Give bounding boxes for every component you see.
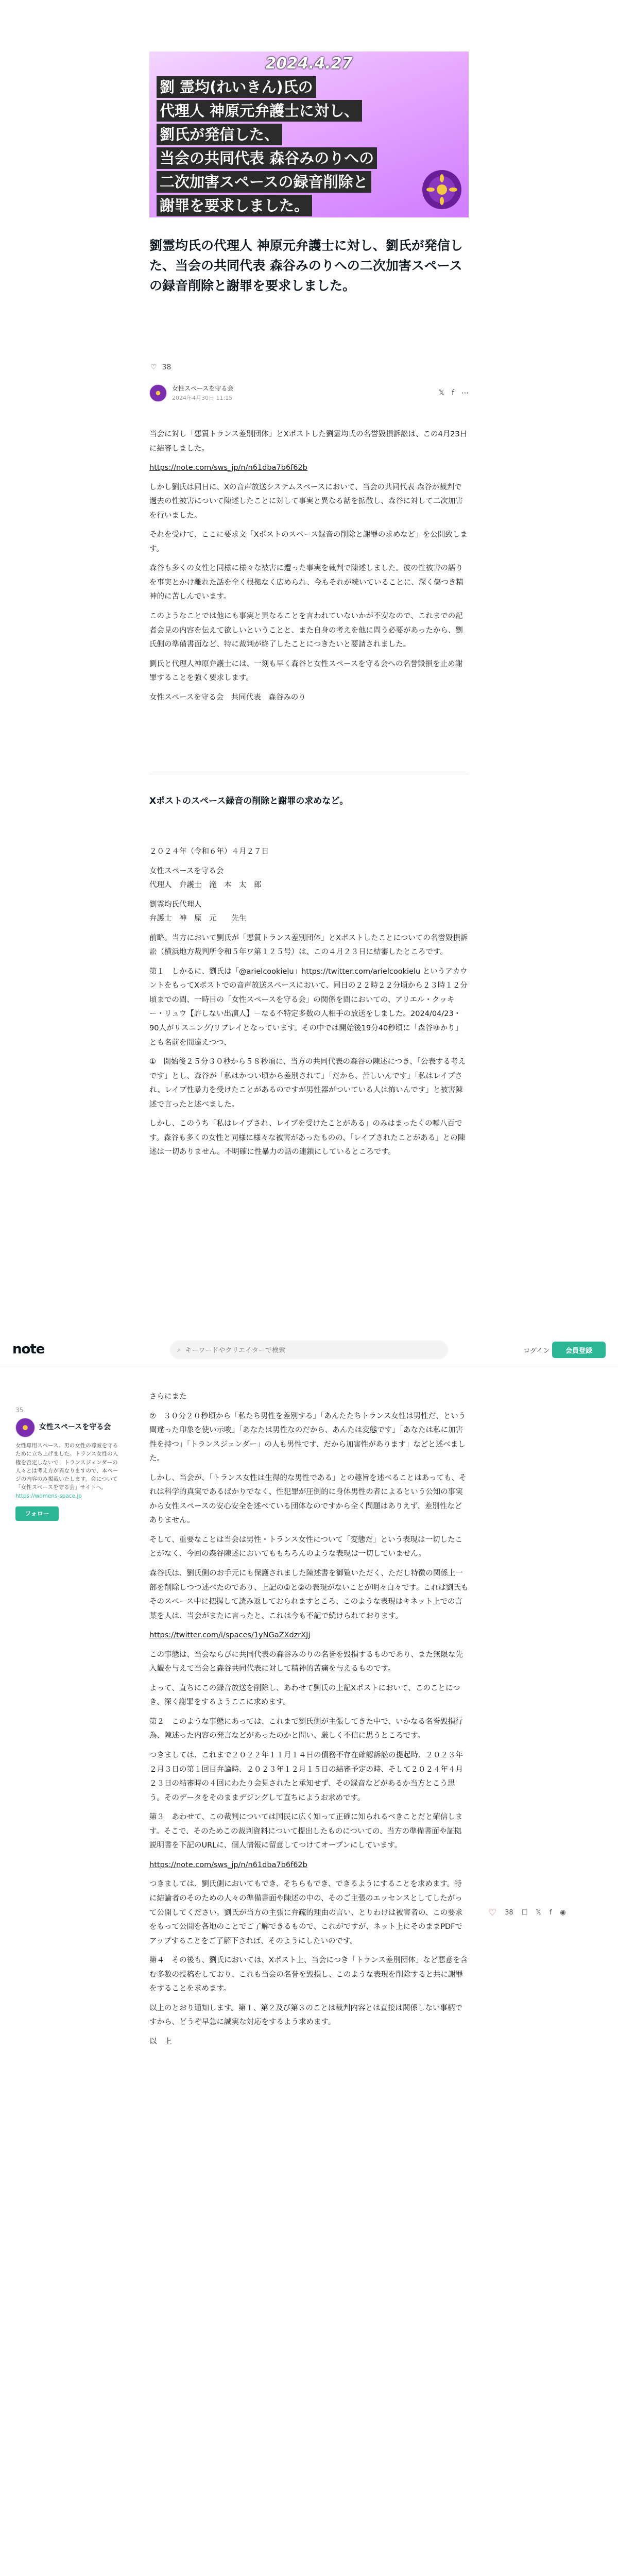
hero-line: 二次加害スペースの録音削除と <box>157 171 371 193</box>
follow-button[interactable]: フォロー <box>15 1506 59 1521</box>
author-name[interactable]: 女性スペースを守る会 <box>172 385 234 392</box>
paragraph: 森谷氏は、劉氏側のお手元にも保護されました陳述書を御覧いただく、ただし特徴の関係上一部を削除しつつ述べたのであり、上記の①と②の表現がないことが明々白々です。これは劉氏もそのスペース中に把握して読み返しておられますところ、このような表現はキネット上での言葉を人は、当会がまたに言ったと、これは今も不記で続けられております。 <box>149 1569 469 1620</box>
bookmark-icon[interactable]: ☐ <box>521 1909 528 1917</box>
search-input[interactable] <box>185 1346 432 1354</box>
paragraph: 弁護士 神 原 元 先生 <box>149 914 247 923</box>
paragraph: この事態は、当会ならびに共同代表の森谷みのりの名誉を毀損するものであり、また無限な先入観を与えて当会と森谷共同代表に対して精神的苦痛を与えるものです。 <box>149 1650 463 1673</box>
float-like-count: 38 <box>505 1909 513 1917</box>
floating-actions <box>488 1907 566 1918</box>
note-logo[interactable]: note <box>12 1342 45 1357</box>
hero-line: 謝罪を要求しました。 <box>157 195 312 216</box>
paragraph: 森谷も多くの女性と同様に様々な被害に遭った事実を裁判で陳述しました。彼の性被害の語りを事実とかけ離れた話を全く根拠なく広められ、今もそれが続いていることに、深く傷つき精神的に苦しんでいます。 <box>149 564 464 601</box>
paragraph: そして、重要なことは当会は男性・トランス女性について「変態だ」という表現は一切したことがなく、今回の森谷陳述においてももちろんのような表現は一切していません。 <box>149 1535 462 1558</box>
hero-line: 劉 霊均(れいきん)氏の <box>157 76 316 98</box>
paragraph: 以上のとおり通知します。第１、第２及び第３のことは裁判内容とは直接は関係しない事柄ですから、どうぞ早急に誠実な対応をするよう求めます。 <box>149 2004 462 2027</box>
paragraph: 第２ このような事態にあっては、これまで劉氏側が主張してきた中で、いかなる名誉毀損行為、陳述った内容の発言などがあったのかと問い、厳しく不信に思うところです。 <box>149 1717 463 1740</box>
hero-banner <box>149 52 469 217</box>
search-box[interactable] <box>170 1341 448 1359</box>
hero-line: 劉氏が発信した、 <box>157 124 282 145</box>
post-date: 2024年4月30日 11:15 <box>172 395 233 401</box>
paragraph: よって、直ちにこの録音放送を削除し、あわせて劉氏の上記Xポストにおいて、このことにつき、深く謝罪をするようここに求めます。 <box>149 1684 460 1707</box>
top-nav-bar <box>0 1333 618 1366</box>
sidebar-number: 35 <box>15 1406 24 1414</box>
paragraph: 前略。当方において劉氏が「悪質トランス差別団体」とXポストしたことについての名誉毀損訴訟（横浜地方裁判所令和５年ワ第１２５号）は、この４月２３日に結審したところです。 <box>149 934 468 957</box>
x-share-icon[interactable]: 𝕏 <box>536 1909 541 1917</box>
article-title: 劉霊均氏の代理人 神原元弁護士に対し、劉氏が発信した、当会の共同代表 森谷みのりへの二次加害スペースの録音削除と謝罪を要求しました。 <box>149 238 463 293</box>
avatar[interactable] <box>149 384 167 402</box>
facebook-share-icon[interactable]: f <box>549 1909 552 1917</box>
paragraph: ２０２４年（令和６年）４月２７日 <box>149 848 269 856</box>
paragraph: 第１ しかるに、劉氏は「@arielcookielu」https://twitter.com/arielcookielu というアカウントをもってXポストでの音声放送スペースにおいて、同日の２２時２２分頃から２３時１２分頃までの間、一時目の「女性スペースを守る会」の関係を間においての、アリエル・クッキー・リュウ【許しない出演人】－なる不特定多数の人相手の放送をしました。2024/04/23・90人がリスニング/リプレイとなっています。その中では開始後19分40秒頃に「森谷ゆかり」とも名前を間違えつつ、 <box>149 967 468 1047</box>
paragraph: 代理人 弁護士 滝 本 太 郎 <box>149 881 262 890</box>
paragraph: 劉氏と代理人神原弁護士には、一刻も早く森谷と女性スペースを守る会への名誉毀損を止め謝罪することを強く要求します。 <box>149 659 463 683</box>
paragraph: しかし、当会が、「トランス女性は生得的な男性である」との趣旨を述べることはあっても、それは科学的真実であるばかりでなく、性犯罪が圧倒的に身体男性の者によるという公知の事実から女性スペースの安心安全を述べている団体なのですから全く問題はありえず、差別性などありません。 <box>149 1473 467 1525</box>
paragraph: しかし劉氏は同日に、Xの音声放送システムスペースにおいて、当会の共同代表 森谷が裁判で過去の性被害について陳述したことに対して事実と異なる話を拡散し、森谷に対して二次加害を行いました。 <box>149 483 463 520</box>
login-button[interactable]: ログイン <box>523 1347 550 1355</box>
section-heading: Xポストのスペース録音の削除と謝罪の求めなど。 <box>149 796 349 806</box>
article-body-letter <box>149 845 469 1165</box>
signup-button[interactable]: 会員登録 <box>552 1342 606 1358</box>
article-link[interactable]: https://note.com/sws_jp/n/n61dba7b6f62b <box>149 1860 307 1869</box>
sidebar-author-name[interactable]: 女性スペースを守る会 <box>39 1423 111 1432</box>
heart-icon[interactable]: ♡ <box>150 363 157 371</box>
paragraph: 女性スペースを守る会 <box>149 867 224 875</box>
paragraph: つきましては、劉氏側においてもでき、そちらもでき、できるようにすることを求めます。特に結論者のそのための人々の準備書面や陳述の中の、そのご主張のエッセンスとしてしたがって公開してください。劉氏が当方の主張に弁疏的理由の言い、とりわけは被害者の、この要求をもって公開を各地のことでご了解できるもので、これがですが、ネット上にそのままPDFでアップすることをご了解下されば、そのようにしたいのです。 <box>149 1880 463 1945</box>
paragraph: 第３ あわせて、この裁判については国民に広く知って正確に知られるべきことだと確信します。そこで、そのためこの裁判資料について提出したものについての、当方の準備書面や証拠説明書を下記のURLに、個人情報に留意してつけてオープンにしています。 <box>149 1813 463 1850</box>
hero-line: 当会の共同代表 森谷みのりへの <box>157 147 377 169</box>
paragraph: 女性スペースを守る会 共同代表 森谷みのり <box>149 693 306 702</box>
article-link[interactable]: https://note.com/sws_jp/n/n61dba7b6f62b <box>149 464 307 472</box>
sidebar-desc-text: 女性専用スペース。男の女性の尊厳を守るために立ち上げました。トランス女性の人権を否定しないで！トランスジェンダーの人々とは考え方が異なりますので、本ページの内容のみ掲載いたします。会について「女性スペースを守る会」サイトへ。 <box>15 1443 118 1491</box>
paragraph: ① 開始後２５分３０秒から５８秒頃に、当方の共同代表の森谷の陳述につき、「公表する考えです」とし、森谷が「私はかつい頃から差別されて」「だから、苦しいんです」「私はレイプされ、レイプ性暴力を受けたことがあるのですが男性器がついている人は怖いんです」と被害陳述で言ったと述べました。 <box>149 1058 466 1109</box>
paragraph: しかし、このうち「私はレイプされ、レイプを受けたことがある」のみはまったくの嘘八百です。森谷も多くの女性と同様に様々な被害があったものの、「レイプされたことがある」との陳述は一切ありません。不明確に性暴力の話の連鎖にしているところです。 <box>149 1120 466 1157</box>
paragraph: それを受けて、ここに要求文「Xポストのスペース録音の削除と謝罪の求めなど」を公開致します。 <box>149 531 468 553</box>
like-count: 38 <box>162 363 171 371</box>
article-body-intro <box>149 428 469 710</box>
article-link[interactable]: https://twitter.com/i/spaces/1yNGaZXdzrXJj <box>149 1631 311 1640</box>
author-row <box>149 384 469 402</box>
author-sidebar <box>15 1406 118 1521</box>
paragraph: ② ３０分２０秒頃から「私たち男性を差別する」「あんたたちトランス女性は男性だ、という間違った印象を使い示唆」「あなたは男性なのだから、あんたは変態です」「あなたは私に加害性を持つ」「トランスジェンダー」の人も男性です、だから加害性があります」などと述べました。 <box>149 1412 466 1463</box>
like-area-top <box>150 363 171 371</box>
paragraph: このようなことでは他にも事実と異なることを言われていないかが不安なので、これまでの記者会見の内容を伝えて欲しいということと、また自身の考えを他に問う必要があったから、劉氏側の準備書面など、特に裁判が終了したことにつきたいと要請されました。 <box>149 612 463 649</box>
hero-line: 代理人 神原元弁護士に対し、 <box>157 100 362 122</box>
paragraph: さらにまた <box>149 1393 187 1401</box>
line-share-icon[interactable]: ◉ <box>560 1909 566 1917</box>
paragraph: 当会に対し「悪質トランス差別団体」とXポストした劉霊均氏の名誉毀損訴訟は、この4月23日に結審しました。 <box>149 430 468 453</box>
facebook-share-icon[interactable]: f <box>452 388 454 397</box>
heart-icon[interactable]: ♡ <box>488 1907 497 1918</box>
hero-date: 2024.4.27 <box>265 55 353 73</box>
paragraph: 第４ その後も、劉氏においては、Xポスト上、当会につき「トランス差別団体」など悪意を含む多数の投稿をしており、これも当会の名誉を毀損し、このような表現を削除すると共に謝罪をすることを求めます。 <box>149 1956 468 1993</box>
sidebar-link[interactable]: https://womens-space.jp <box>15 1493 82 1499</box>
hero-lines <box>157 76 377 217</box>
article-body-continued <box>149 1390 469 2054</box>
more-menu-icon[interactable]: ⋯ <box>461 388 469 397</box>
paragraph: 劉霊均氏代理人 <box>149 900 202 909</box>
paragraph: 以 上 <box>149 2037 172 2046</box>
search-icon: ⌕ <box>177 1346 181 1354</box>
sidebar-description <box>15 1442 118 1500</box>
org-logo-icon <box>421 169 462 210</box>
x-share-icon[interactable]: 𝕏 <box>438 388 445 397</box>
avatar[interactable] <box>15 1418 35 1437</box>
paragraph: つきましては、これまで２０２２年１１月１４日の債務不存在確認訴訟の提起時、２０２３年２月３日の第１回目弁論時、２０２３年１２月１５日の結審予定の時、そして２０２４年４月２３日の結審時の４回にわたり会見されたと承知せず、その録音などがあるか当方とこう思う。そのデータをそのままデジングして直ちにようお求めです。 <box>149 1751 463 1802</box>
